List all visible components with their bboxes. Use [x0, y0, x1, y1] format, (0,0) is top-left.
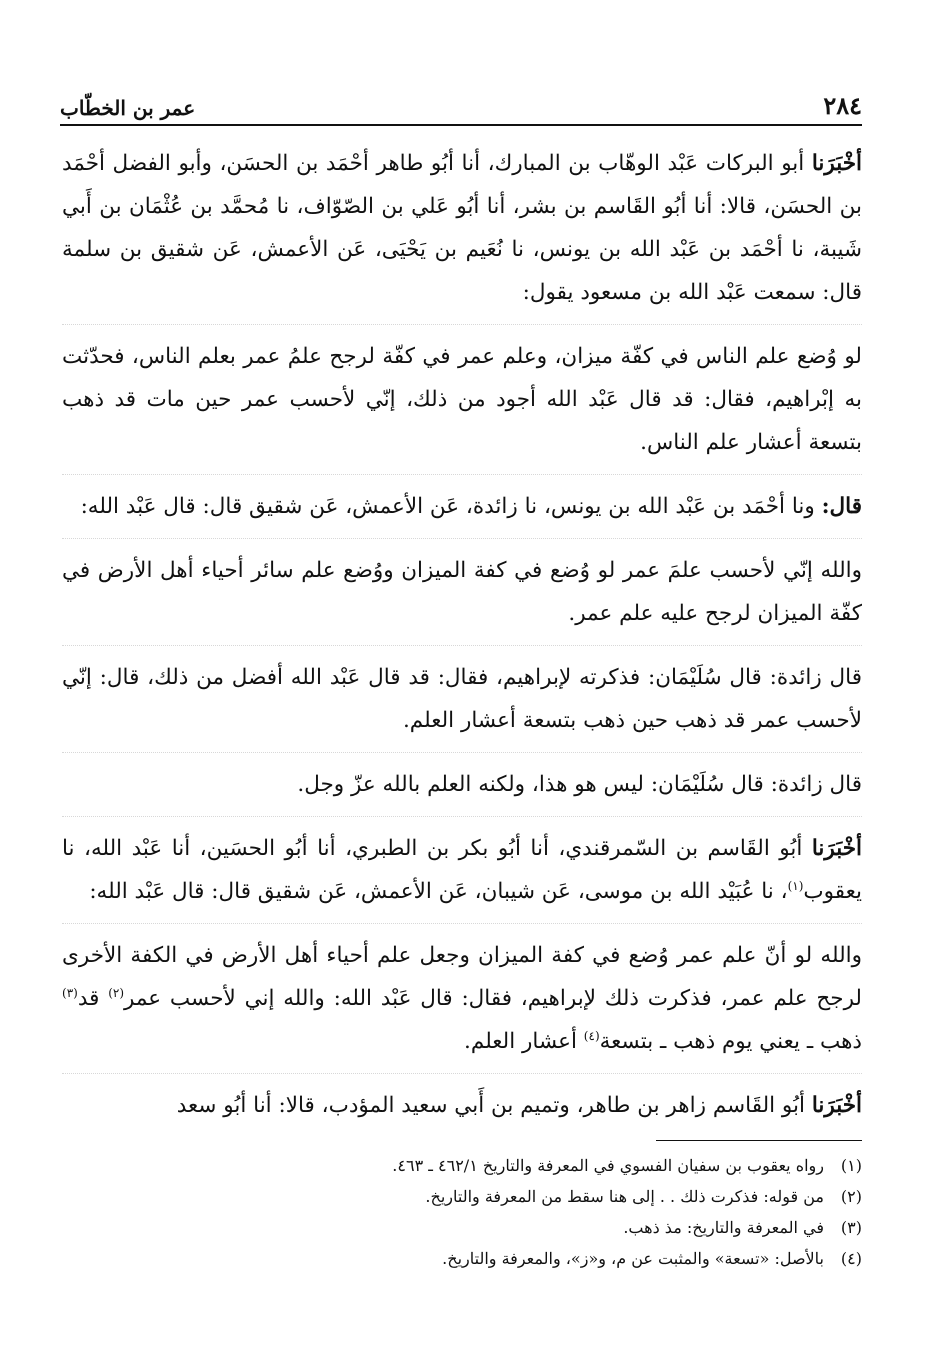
footnote-text: رواه يعقوب بن سفيان الفسوي في المعرفة والتاريخ ٤٦٢/١ ـ ٤٦٣.: [392, 1156, 824, 1175]
footnote-number: (٣): [840, 1218, 862, 1237]
paragraph-text: قد: [77, 986, 109, 1011]
paragraph-text: ونا أحْمَد بن عَبْد الله بن يونس، نا زائدة، عَن الأعمش، عَن شقيق قال: قال عَبْد الله:: [80, 494, 822, 519]
paragraph-text: والله لو أنّ علم عمر وُضع في كفة الميزان وجعل علم أحياء أهل الأرض في الكفة الأخرى لرجح علم عمر، فذكرت ذلك لإبراهيم، فقال: قال عَبْد الله: والله إني لأحسب عمر: [62, 943, 862, 1011]
page-header: [60, 90, 862, 126]
paragraph-text: أبو البركات عَبْد الوهّاب بن المبارك، أنا أبُو طاهر أحْمَد بن الحسَن، وأبو الفضل أحْمَد بن الحسَن، قالا: أنا أبُو القَاسم بن بشر، أنا أبُو عَلي بن الصّوّاف، نا مُحمَّد بن عُثْمَان بن أَبي شَيبة، نا أحْمَد بن عَبْد الله بن يونس، نا نُعَيم بن يَحْيَى، عَن الأعمش، عَن شقيق بن سلمة قال: سمعت عَبْد الله بن مسعود يقول:: [62, 151, 862, 305]
paragraph-9: [62, 1084, 862, 1137]
footnote-number: (٤): [840, 1249, 862, 1268]
main-text: [62, 142, 862, 1147]
footnote-ref: (٤): [583, 1028, 600, 1043]
lead-word: أخْبَرَنا: [811, 836, 862, 861]
footnote-text: بالأصل: «تسعة» والمثبت عن م، و«ز»، والمعرفة والتاريخ.: [442, 1249, 824, 1268]
paragraph-text: قال زائدة: قال سُلَيْمَان: فذكرته لإبراهيم، فقال: قد قال عَبْد الله أفضل من ذلك، قال: إنّي لأحسب عمر قد ذهب حين ذهب بتسعة أعشار العلم.: [62, 665, 862, 733]
footnote-divider: [656, 1140, 862, 1141]
paragraph-text: والله إنّي لأحسب علمَ عمر لو وُضع في كفة الميزان ووُضع علم سائر أحياء أهل الأرض في كفّة الميزان لرجح عليه علم عمر.: [62, 558, 862, 626]
footnote: [62, 1243, 862, 1274]
running-title: عمر بن الخطّاب: [60, 96, 196, 120]
paragraph-text: ، نا عُبَيْد الله بن موسى، عَن شيبان، عَن الأعمش، عَن شقيق قال: قال عَبْد الله:: [89, 879, 788, 904]
paragraph-text: أعشار العلم.: [464, 1029, 584, 1054]
footnote-ref: (٢): [108, 985, 125, 1000]
footnote-text: في المعرفة والتاريخ: مذ ذهب.: [623, 1218, 824, 1237]
lead-word: أخْبَرَنا: [811, 151, 862, 176]
paragraph-2: [62, 335, 862, 475]
footnote: [62, 1181, 862, 1212]
footnote-text: من قوله: فذكرت ذلك . . إلى هنا سقط من المعرفة والتاريخ.: [425, 1187, 824, 1206]
paragraph-text: لو وُضع علم الناس في كفّة ميزان، وعلم عمر في كفّة لرجح علمُ عمر بعلم الناس، فحدّثت به إبْراهيم، فقال: قد قال عَبْد الله أجود من ذلك، إنّي لأحسب عمر حين مات قد ذهب بتسعة أعشار علم الناس.: [62, 344, 862, 455]
paragraph-text: قال زائدة: قال سُلَيْمَان: ليس هو هذا، ولكنه العلم بالله عزّ وجل.: [297, 772, 862, 797]
paragraph-text: أبُو القَاسم بن السّمرقندي، أنا أبُو بكر بن الطبري، أنا أبُو الحسَين، أنا عَبْد الله، نا يعقوب: [62, 836, 862, 904]
lead-word: قال:: [821, 494, 862, 519]
paragraph-5: [62, 656, 862, 753]
lead-word: أخْبَرَنا: [811, 1093, 862, 1118]
paragraph-4: [62, 549, 862, 646]
footnote: [62, 1212, 862, 1243]
footnote-ref: (١): [787, 878, 804, 893]
paragraph-3: [62, 485, 862, 539]
paragraph-8: [62, 934, 862, 1074]
footnotes: [62, 1150, 862, 1274]
footnote: [62, 1150, 862, 1181]
footnote-number: (١): [840, 1156, 862, 1175]
footnote-ref: (٣): [62, 985, 78, 1000]
page-number: ٢٨٤: [823, 91, 862, 120]
paragraph-7: [62, 827, 862, 924]
paragraph-text: ذهب ـ يعني يوم ذهب ـ بتسعة: [599, 1029, 862, 1054]
paragraph-text: أبُو القَاسم زاهر بن طاهر، وتميم بن أَبي سعيد المؤدب، قالا: أنا أبُو سعد: [176, 1093, 812, 1118]
paragraph-6: [62, 763, 862, 817]
paragraph-1: [62, 142, 862, 325]
footnote-number: (٢): [840, 1187, 862, 1206]
